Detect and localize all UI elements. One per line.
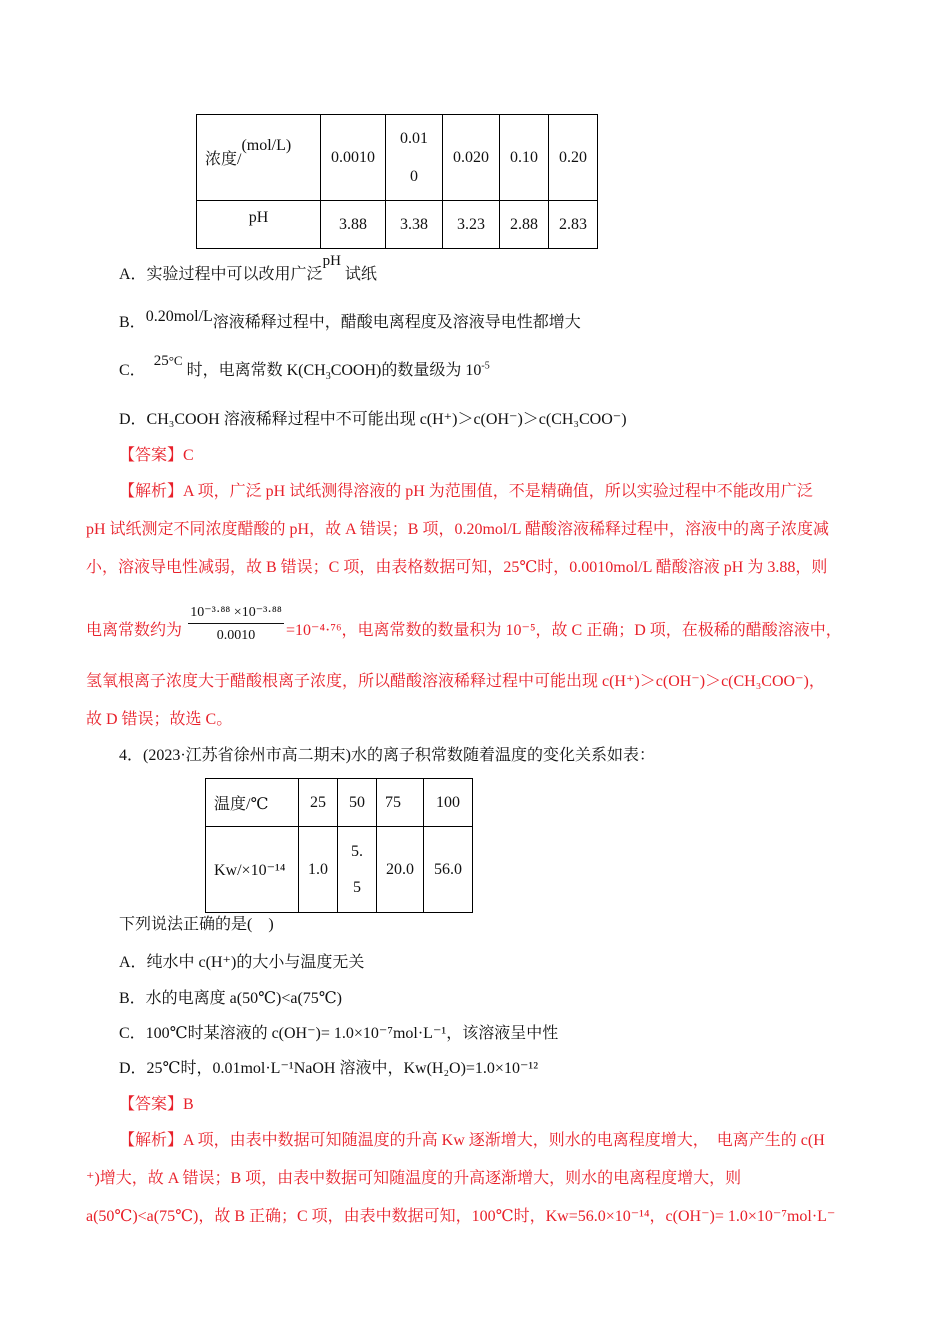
q3-analysis-line: =10⁻⁴·⁷⁶，电离常数的数量积为 10⁻⁵，故 C 正确；D 项，在极稀的醋酸溶液中， [286, 622, 842, 639]
q3-analysis-line: 故 D 错误；故选 C。 [86, 711, 233, 728]
q3-analysis-line: 小，溶液导电性减弱，故 B 错误；C 项，由表格数据可知，25℃时，0.0010mol/L 醋酸溶液 pH 为 3.88，则 [86, 559, 828, 576]
concentration-ph-table [196, 114, 598, 249]
q4-analysis-line: 【解析】A 项，由表中数据可知随温度的升高 Kw 逐渐增大，则水的电离程度增大， 电离产生的 c(H [119, 1132, 825, 1149]
q4-analysis-line: a(50℃)<a(75℃)，故 B 正确；C 项，由表中数据可知，100℃时，Kw=56.0×10⁻¹⁴，c(OH⁻)= 1.0×10⁻⁷mol·L⁻ [86, 1208, 836, 1225]
fraction-numerator: 10⁻³·⁸⁸ ×10⁻³·⁸⁸ [188, 604, 284, 624]
temp-cell: 100 [424, 779, 473, 827]
temp-cell: 75 [377, 779, 424, 827]
q3-answer: 【答案】C [119, 447, 194, 464]
temp-cell: 50 [338, 779, 377, 827]
q3-option-a: A．实验过程中可以改用广泛pH试纸 [119, 253, 377, 283]
q4-answer: 【答案】B [119, 1096, 194, 1113]
conc-cell: 0.10 [500, 115, 549, 201]
ph-cell: 3.88 [321, 201, 386, 249]
q3-option-d: D．CH₃COOH 溶液稀释过程中不可能出现 c(H⁺)＞c(OH⁻)＞c(CH₃COO⁻) [119, 411, 627, 428]
ph-cell: 2.88 [500, 201, 549, 249]
conc-cell: 0.01 0 [386, 115, 443, 201]
ph-row-label: pH [197, 201, 321, 249]
temp-cell: 25 [299, 779, 338, 827]
kw-cell: 20.0 [377, 827, 424, 913]
temp-label: 温度/℃ [206, 779, 299, 827]
ph-cell: 3.23 [443, 201, 500, 249]
conc-cell: 0.20 [549, 115, 598, 201]
kw-temperature-table [205, 778, 473, 913]
q3-option-c: C．25°C时，电离常数 $K(CH_3COOH)$的数量级为 $10^{-5}$ [119, 353, 490, 383]
ph-cell: 3.38 [386, 201, 443, 249]
conc-cell: 0.020 [443, 115, 500, 201]
q3-option-b: B．0.20mol/L溶液稀释过程中，醋酸电离程度及溶液导电性都增大 [119, 308, 581, 331]
kw-cell: 56.0 [424, 827, 473, 913]
q3-analysis-line: 电离常数约为 [86, 622, 183, 639]
q4-stem: 4．(2023·江苏省徐州市高二期末)水的离子积常数随着温度的变化关系如表： [119, 747, 655, 764]
q4-option-b: B．水的电离度 a(50℃)<a(75℃) [119, 990, 343, 1007]
conc-cell: 0.0010 [321, 115, 386, 201]
q4-option-d: D．25℃时，0.01mol·L⁻¹NaOH 溶液中，Kw(H₂O)=1.0×10⁻¹² [119, 1060, 538, 1077]
q4-option-c: C．100℃时某溶液的 c(OH⁻)= 1.0×10⁻⁷mol·L⁻¹，该溶液呈中性 [119, 1025, 559, 1042]
q4-prompt: 下列说法正确的是( ) [119, 916, 274, 933]
kw-label: Kw/×10⁻¹⁴ [206, 827, 299, 913]
ph-cell: 2.83 [549, 201, 598, 249]
q3-analysis-line: 氢氧根离子浓度大于醋酸根离子浓度，所以醋酸溶液稀释过程中可能出现 c(H⁺)＞c(OH⁻)＞c(CH₃COO⁻)， [86, 673, 825, 690]
q3-analysis-line: 【解析】A 项，广泛 pH 试纸测得溶液的 pH 为范围值，不是精确值，所以实验过程中不能改用广泛 [119, 483, 813, 500]
fraction-denominator: 0.0010 [216, 628, 256, 643]
header-concentration: 浓度/(mol/L) [197, 115, 321, 201]
q4-option-a: A．纯水中 c(H⁺)的大小与温度无关 [119, 954, 365, 971]
rate-fraction [188, 604, 284, 644]
q4-analysis-line: ⁺)增大，故 A 错误；B 项，由表中数据可知随温度的升高逐渐增大，则水的电离程度增大，则 [86, 1170, 742, 1187]
q3-analysis-line: pH 试纸测定不同浓度醋酸的 pH，故 A 错误；B 项，0.20mol/L 醋酸溶液稀释过程中，溶液中的离子浓度减 [86, 521, 829, 538]
kw-cell: 5. 5 [338, 827, 377, 913]
kw-cell: 1.0 [299, 827, 338, 913]
